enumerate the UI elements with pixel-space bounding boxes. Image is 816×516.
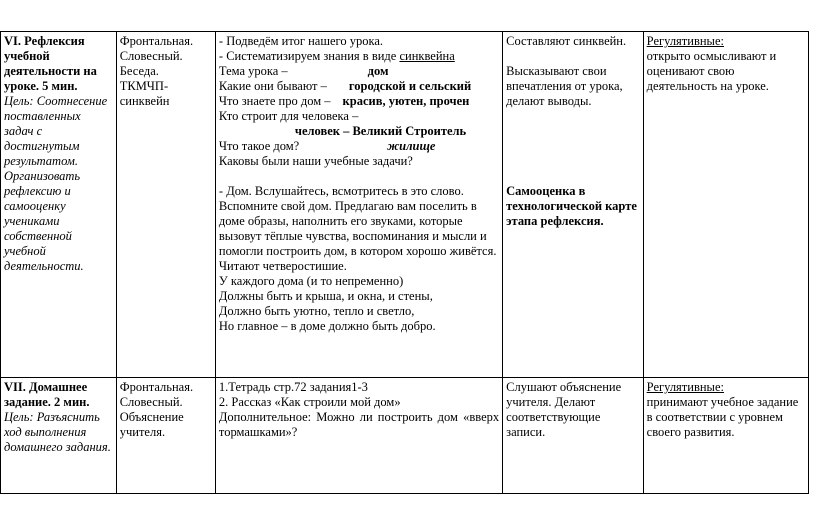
- cinquain-question: Какие они бывают –: [218, 79, 327, 93]
- teacher-line: - Систематизируем знания в виде: [218, 49, 400, 63]
- uud-text: открыто осмысливают и оценивают свою деятельность на уроке.: [646, 49, 777, 93]
- goal-label: Цель:: [4, 94, 34, 108]
- cinquain-answer: жилище: [387, 139, 436, 153]
- stage-title: . Домашнее задание. 2 мин.: [4, 380, 90, 409]
- method-item: Фронтальная.: [119, 380, 194, 394]
- uud-label: Регулятивные:: [646, 34, 724, 48]
- uud-text: принимают учебное задание в соответствии с уровнем своего развития.: [646, 395, 799, 439]
- poem-line: У каждого дома (и то непременно): [218, 274, 404, 288]
- cinquain-question: Что знаете про дом –: [218, 94, 331, 108]
- homework-extra: Дополнительное: Можно ли построить дом «вверх тормашками»?: [218, 410, 500, 439]
- self-assessment-text: Самооценка в технологической карте этапа рефлексия.: [506, 184, 637, 228]
- teacher-activity-cell: [215, 378, 502, 494]
- teacher-line: Читают четверостишие.: [218, 259, 347, 273]
- method-item: Объяснение: [119, 410, 184, 424]
- method-item: Беседа.: [119, 64, 159, 78]
- stage-cell: [1, 32, 117, 378]
- students-text: Высказывают свои впечатления от урока, делают выводы.: [506, 64, 623, 108]
- table-row: [1, 378, 809, 494]
- uud-label: Регулятивные:: [646, 380, 724, 394]
- lesson-table: [0, 31, 809, 494]
- students-activity-cell: [503, 378, 644, 494]
- table-row: [1, 32, 809, 378]
- homework-item: 2. Рассказ «Как строили мой дом»: [218, 395, 401, 409]
- stage-number: VII: [4, 380, 23, 394]
- method-item: Фронтальная.: [119, 34, 194, 48]
- students-activity-cell: [503, 32, 644, 378]
- homework-item: 1.Тетрадь стр.72 задания1-3: [218, 380, 368, 394]
- goal-text: Разъяснить ход выполнения домашнего задания.: [4, 410, 111, 454]
- poem-line: Но главное – в доме должно быть добро.: [218, 319, 436, 333]
- method-item: Словесный.: [119, 49, 183, 63]
- lesson-plan-fragment: [0, 31, 816, 494]
- stage-cell: [1, 378, 117, 494]
- teacher-activity-cell: [215, 32, 502, 378]
- method-item: Словесный.: [119, 395, 183, 409]
- cinquain-answer: красив, уютен, прочен: [342, 94, 470, 108]
- students-text: Слушают объяснение учителя. Делают соответствующие записи.: [506, 380, 622, 439]
- method-item: учителя.: [119, 425, 166, 439]
- cinquain-answer: дом: [367, 64, 389, 78]
- poem-line: Должны быть и крыша, и окна, и стены,: [218, 289, 433, 303]
- cinquain-question: Кто строит для человека –: [218, 109, 359, 123]
- stage-number: VI: [4, 34, 18, 48]
- methods-cell: [116, 378, 215, 494]
- teacher-paragraph: - Дом. Вслушайтесь, всмотритесь в это слово. Вспомните свой дом. Предлагаю вам поселить в доме образы, наполнить его звуками, которые вызовут тёплые чувства, воспоминания и мысли и помогли построить дом, в котором хорошо живётся.: [218, 184, 497, 258]
- cinquain-question: Что такое дом?: [218, 139, 300, 153]
- method-item: синквейн: [119, 94, 170, 108]
- uud-cell: [643, 32, 808, 378]
- poem-line: Должно быть уютно, тепло и светло,: [218, 304, 415, 318]
- uud-cell: [643, 378, 808, 494]
- cinquain-answer: человек – Великий Строитель: [294, 124, 467, 138]
- stage-title: . Рефлексия учебной деятельности на уроке. 5 мин.: [4, 34, 97, 93]
- teacher-line: - Подведём итог нашего урока.: [218, 34, 384, 48]
- goal-text: Соотнесение поставленных задач с достигнутым результатом. Организовать рефлексию и самооценку учениками собственной учебной деятельности.: [4, 94, 108, 273]
- cinquain-answer: городской и сельский: [348, 79, 472, 93]
- teacher-line: Каковы были наши учебные задачи?: [218, 154, 413, 168]
- method-item: ТКМЧП-: [119, 79, 169, 93]
- students-text: Составляют синквейн.: [506, 34, 627, 48]
- methods-cell: [116, 32, 215, 378]
- goal-label: Цель:: [4, 410, 34, 424]
- cinquain-question: Тема урока –: [218, 64, 288, 78]
- cinquain-term: синквейна: [399, 49, 455, 63]
